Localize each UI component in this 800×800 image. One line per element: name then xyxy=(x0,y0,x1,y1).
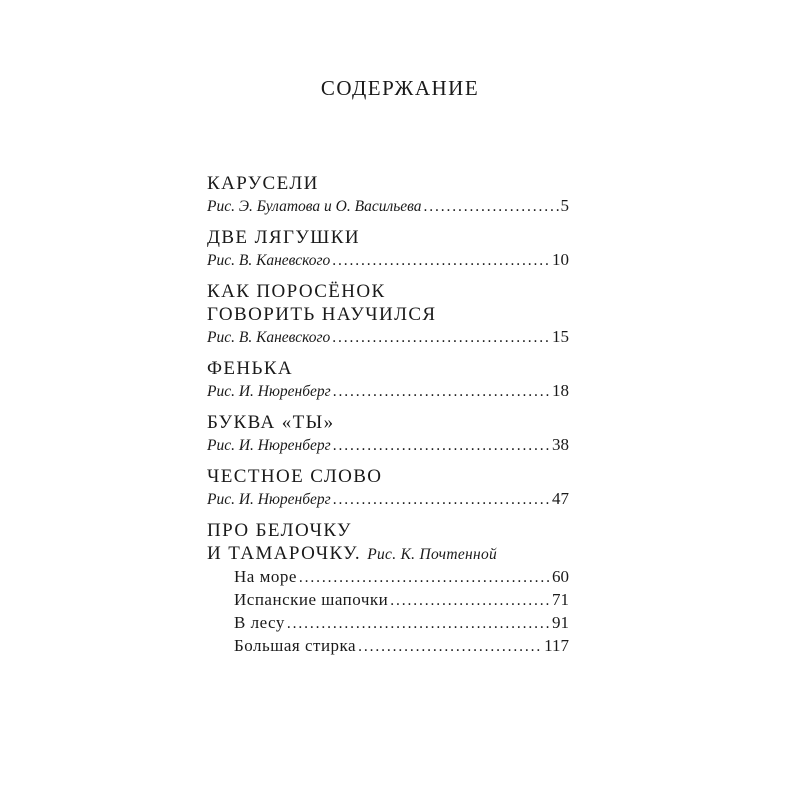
toc-entry-bukva-ty xyxy=(207,411,569,457)
chapter-item xyxy=(234,635,569,658)
entry-credit-line xyxy=(207,380,569,403)
entry-title: БУКВА «ТЫ» xyxy=(207,412,335,433)
chapter-item xyxy=(234,589,569,612)
toc-entry-dve-lyagushki xyxy=(207,226,569,272)
entry-credit-line xyxy=(207,488,569,511)
dot-leader xyxy=(424,196,559,218)
dot-leader xyxy=(358,636,542,658)
toc-entry-chestnoe-slovo xyxy=(207,465,569,511)
dot-leader xyxy=(332,327,550,349)
page-number: 60 xyxy=(552,567,569,586)
illustrator-credit: Рис. И. Нюренберг xyxy=(207,491,331,508)
page-number: 71 xyxy=(552,590,569,609)
dot-leader xyxy=(299,567,550,589)
toc-entry-karuseli xyxy=(207,172,569,218)
page-number: 91 xyxy=(552,613,569,632)
dot-leader xyxy=(333,435,550,457)
illustrator-credit: Рис. В. Каневского xyxy=(207,252,331,269)
toc-entry-fenka xyxy=(207,357,569,403)
entry-credit-line xyxy=(207,434,569,457)
chapter-item xyxy=(234,566,569,589)
page-number: 18 xyxy=(552,381,569,400)
toc-entry-pro-belochku xyxy=(207,519,569,658)
illustrator-credit: Рис. В. Каневского xyxy=(207,329,331,346)
entry-title-line-1: КАК ПОРОСЁНОК xyxy=(207,281,386,302)
entry-credit-line xyxy=(207,326,569,349)
page-number: 10 xyxy=(552,250,569,269)
dot-leader xyxy=(333,381,550,403)
entry-title: ФЕНЬКА xyxy=(207,358,294,379)
dot-leader xyxy=(390,590,550,612)
entry-title: ДВЕ ЛЯГУШКИ xyxy=(207,227,360,248)
chapter-item xyxy=(234,612,569,635)
page-number: 15 xyxy=(552,327,569,346)
chapter-title: На море xyxy=(234,567,297,586)
chapter-title: Испанские шапочки xyxy=(234,590,389,609)
chapter-list xyxy=(207,566,569,658)
entry-title-line-2: ГОВОРИТЬ НАУЧИЛСЯ xyxy=(207,304,437,325)
entry-title: КАРУСЕЛИ xyxy=(207,173,319,194)
entry-title: ЧЕСТНОЕ СЛОВО xyxy=(207,466,383,487)
page-number: 5 xyxy=(560,196,569,215)
illustrator-credit: Рис. И. Нюренберг xyxy=(207,383,331,400)
toc-entry-kak-porosyonok xyxy=(207,280,569,349)
illustrator-credit: Рис. К. Почтенной xyxy=(367,546,498,563)
dot-leader xyxy=(333,489,550,511)
page-number: 38 xyxy=(552,435,569,454)
dot-leader xyxy=(332,250,550,272)
page-number: 47 xyxy=(552,489,569,508)
page-title: СОДЕРЖАНИЕ xyxy=(320,76,480,100)
illustrator-credit: Рис. Э. Булатова и О. Васильева xyxy=(207,198,422,215)
illustrator-credit: Рис. И. Нюренберг xyxy=(207,437,331,454)
entry-title-line-2: И ТАМАРОЧКУ. xyxy=(207,543,362,564)
table-of-contents xyxy=(207,172,569,658)
chapter-title: Большая стирка xyxy=(234,636,357,655)
entry-title-line-1: ПРО БЕЛОЧКУ xyxy=(207,520,352,541)
chapter-title: В лесу xyxy=(234,613,285,632)
entry-credit-line xyxy=(207,249,569,272)
page-number: 117 xyxy=(544,636,569,655)
entry-credit-line xyxy=(207,195,569,218)
dot-leader xyxy=(287,613,550,635)
entry-title-line-2-row xyxy=(207,542,569,566)
